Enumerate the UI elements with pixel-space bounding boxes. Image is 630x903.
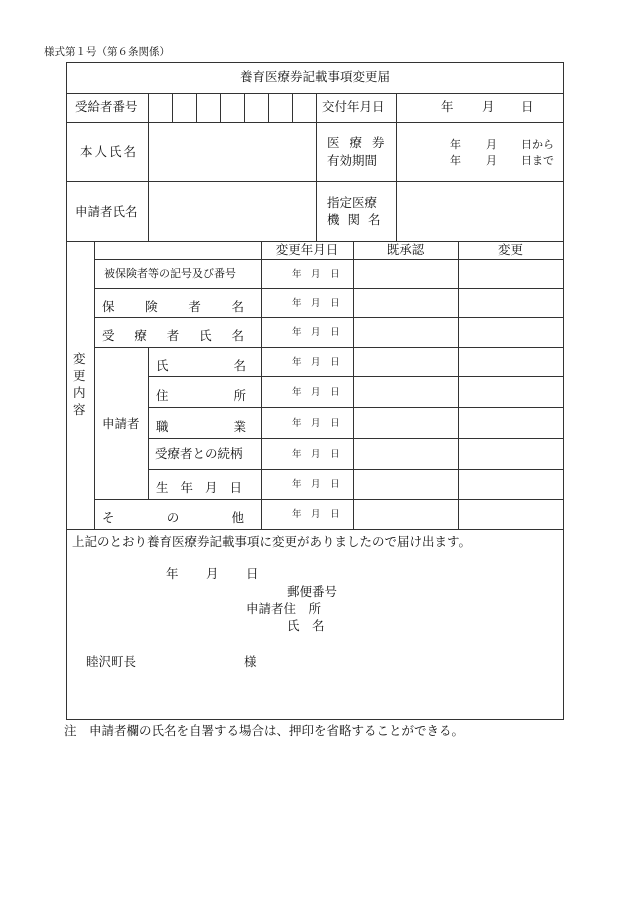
row-insurer-name: 保 険 者 名 bbox=[102, 299, 244, 314]
honorific: 様 bbox=[244, 654, 257, 669]
change-date-cell[interactable]: 年 月 日 bbox=[292, 479, 340, 490]
applicant-name-label: 申請者氏名 bbox=[75, 204, 138, 219]
change-date-cell[interactable]: 年 月 日 bbox=[292, 387, 340, 398]
institution-label-2: 機 関 名 bbox=[327, 212, 383, 227]
row-insured-number: 被保険者等の記号及び番号 bbox=[104, 267, 236, 280]
change-date-cell[interactable]: 年 月 日 bbox=[292, 298, 340, 309]
issue-date-label: 交付年月日 bbox=[322, 99, 385, 114]
change-date-cell[interactable]: 年 月 日 bbox=[292, 327, 340, 338]
institution-label-1: 指定医療 bbox=[327, 195, 378, 210]
col-change: 変更 bbox=[497, 242, 523, 257]
sub-row-birthdate: 生 年 月 日 bbox=[156, 480, 242, 495]
sub-row-occupation: 職 業 bbox=[156, 419, 246, 434]
declaration-text: 上記のとおり養育医療券記載事項に変更がありましたので届け出ます。 bbox=[72, 534, 472, 549]
validity-label-1: 医 療 券 bbox=[327, 135, 388, 150]
validity-label-2: 有効期間 bbox=[327, 153, 378, 168]
addressee: 睦沢町長 bbox=[86, 654, 137, 669]
change-date-cell[interactable]: 年 月 日 bbox=[292, 509, 340, 520]
recipient-number-label: 受給者番号 bbox=[75, 99, 138, 114]
applicant-sign-name-label: 氏 名 bbox=[287, 618, 325, 633]
change-date-cell[interactable]: 年 月 日 bbox=[292, 449, 340, 460]
applicant-group-label: 申請者 bbox=[102, 416, 140, 431]
sub-row-relationship: 受療者との続柄 bbox=[155, 446, 243, 461]
form-number: 様式第１号（第６条関係） bbox=[44, 46, 170, 58]
change-date-cell[interactable]: 年 月 日 bbox=[292, 418, 340, 429]
applicant-address-label: 申請者住 所 bbox=[246, 601, 322, 616]
form-title: 養育医療券記載事項変更届 bbox=[239, 69, 390, 84]
change-date-cell[interactable]: 年 月 日 bbox=[292, 357, 340, 368]
change-date-cell[interactable]: 年 月 日 bbox=[292, 269, 340, 280]
col-approved: 既承認 bbox=[386, 242, 425, 257]
person-name-label: 本人氏名 bbox=[80, 144, 139, 159]
row-other: そ の 他 bbox=[102, 510, 244, 525]
row-patient-name: 受 療 者 氏 名 bbox=[102, 328, 244, 343]
footnote: 注 申請者欄の氏名を自署する場合は、押印を省略することができる。 bbox=[64, 723, 465, 738]
sub-row-name: 氏 名 bbox=[156, 358, 246, 373]
sub-row-address: 住 所 bbox=[156, 388, 246, 403]
changes-section-label: 変 更 内 容 bbox=[73, 351, 86, 417]
postal-code-label: 郵便番号 bbox=[287, 584, 338, 599]
col-change-date: 変更年月日 bbox=[275, 242, 339, 257]
